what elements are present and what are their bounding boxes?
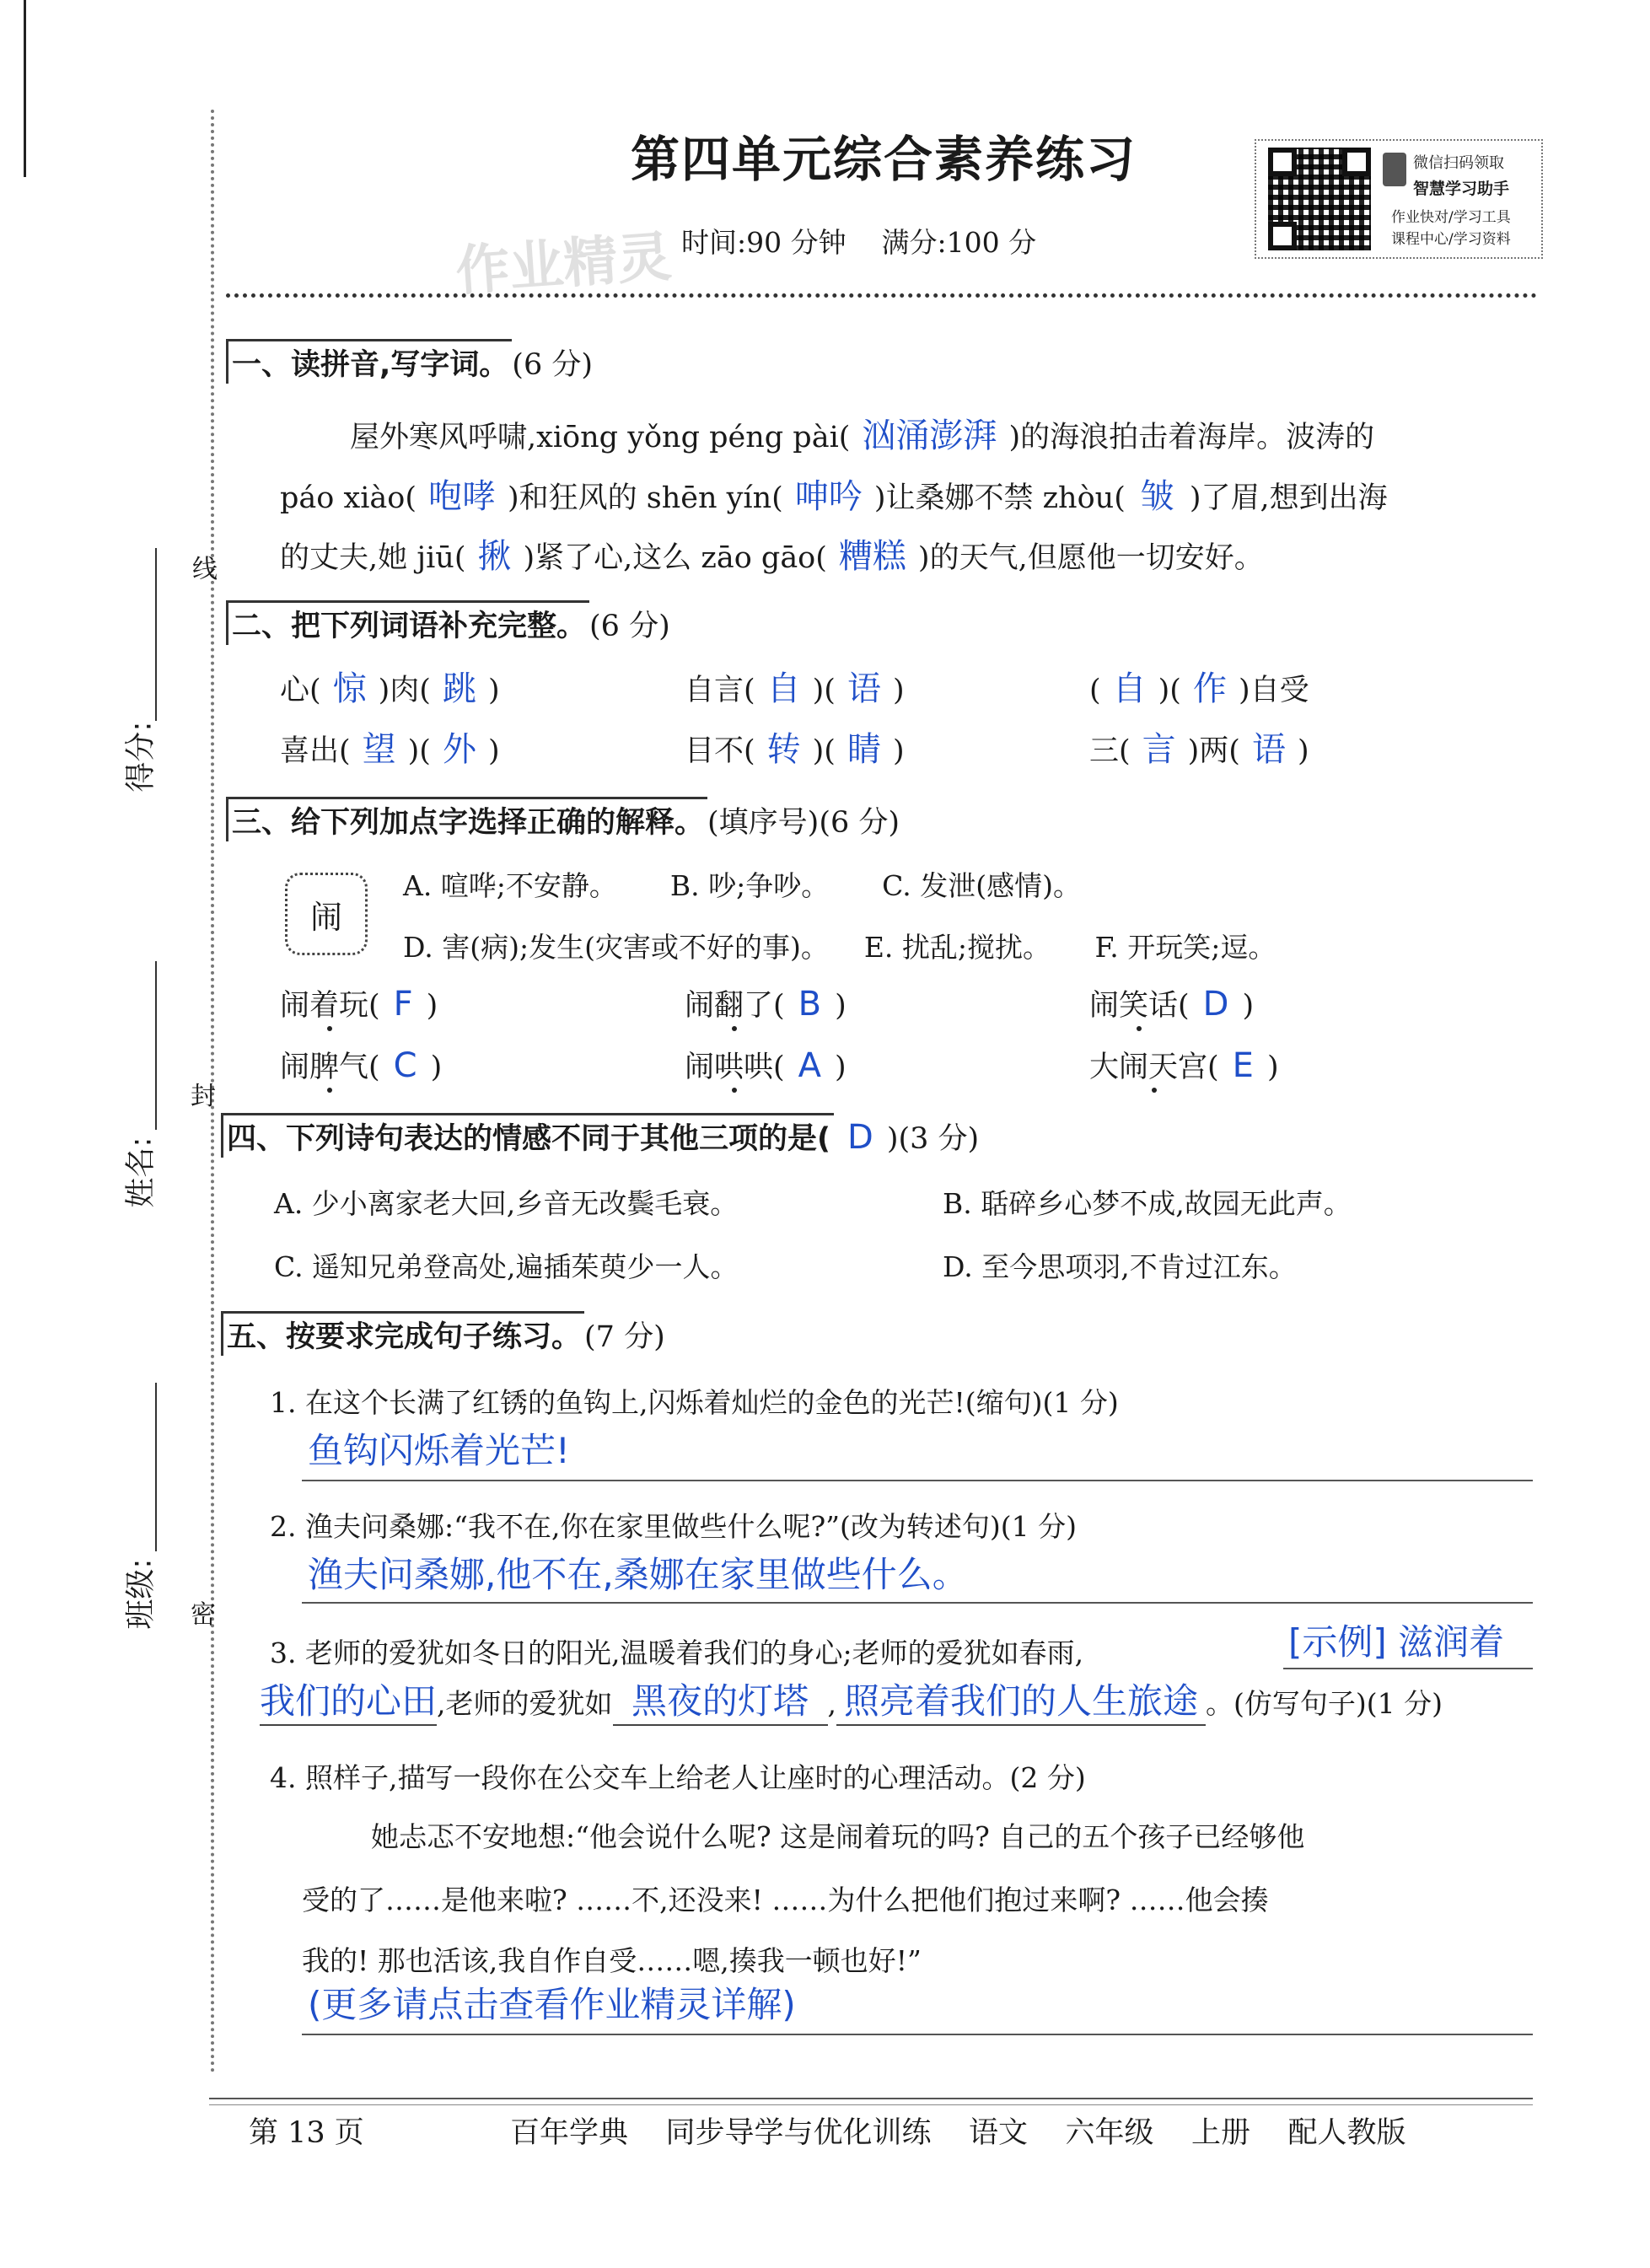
idiom-answer[interactable]: 作: [1192, 669, 1227, 708]
section-1-title: 一、读拼音,写字词。: [226, 339, 512, 384]
section-1-heading: [226, 339, 593, 384]
char-frame: [285, 873, 368, 955]
section-2-title: 二、把下列词语补充完整。: [226, 600, 589, 645]
qr-box[interactable]: [1255, 139, 1543, 259]
target-char: 闹: [309, 898, 342, 936]
name-underline: [155, 961, 157, 1130]
idiom-text: )两(: [1187, 734, 1240, 768]
idiom-answer[interactable]: 转: [766, 730, 801, 769]
s5-answer-4[interactable]: (更多请点击查看作业精灵详解): [308, 1984, 796, 2025]
idiom-answer[interactable]: 言: [1142, 730, 1176, 769]
idiom-text: )(: [812, 674, 836, 707]
idiom-text: ): [1297, 734, 1309, 768]
s5-answer-3d[interactable]: 照亮着我们的人生旅途: [836, 1674, 1206, 1726]
name-field[interactable]: [123, 961, 177, 1214]
section-3-heading: [226, 797, 900, 841]
s5-q3-text: 。(仿写句子)(1 分): [1206, 1687, 1443, 1720]
section-5-heading: [221, 1311, 665, 1356]
answer-zaogao[interactable]: 糟糕: [838, 537, 906, 576]
page-title: 第四单元综合素养练习: [631, 131, 1137, 188]
header-divider: [226, 293, 1537, 298]
binding-solid-line: [24, 0, 26, 177]
s3-item-text: 闹翻了(: [685, 989, 785, 1023]
s1-line-2: [280, 470, 1388, 518]
seal-mark-seal: 封: [191, 1082, 216, 1111]
s3-item-text: 闹哄哄(: [685, 1051, 785, 1084]
s4-option-d: D. 至今思项羽,不肯过江东。: [943, 1250, 1297, 1283]
idiom-text: 目不(: [685, 734, 755, 768]
s5-answer-3c[interactable]: 黑夜的灯塔: [613, 1674, 828, 1726]
s4-option-c: C. 遥知兄弟登高处,遍插茱萸少一人。: [274, 1250, 739, 1283]
idiom-answer[interactable]: 睛: [846, 730, 881, 769]
idiom-4: [280, 723, 500, 771]
idiom-text: ): [487, 674, 500, 707]
idiom-answer[interactable]: 外: [442, 730, 476, 769]
qr-text-3: 作业快对/学习工具: [1391, 209, 1511, 226]
s1-text: 屋外寒风呼啸,xiōng yǒng péng pài(: [350, 421, 851, 454]
s3-answer[interactable]: D: [1202, 985, 1229, 1024]
s1-text: )让桑娜不禁 zhòu(: [873, 481, 1126, 515]
section-2-points: (6 分): [589, 610, 670, 643]
s3-answer[interactable]: B: [798, 985, 822, 1024]
s5-answer-2[interactable]: 渔夫问桑娜,他不在,桑娜在家里做些什么。: [308, 1554, 968, 1595]
s5-question-4: 4. 照样子,描写一段你在公交车上给老人让座时的心理活动。(2 分): [270, 1761, 1086, 1794]
idiom-1: [280, 662, 500, 710]
s1-line-3: [280, 529, 1264, 578]
s3-options-1: A. 喧哗;不安静。 B. 吵;争吵。 C. 发泄(感情)。: [403, 869, 1081, 902]
assistant-logo-icon: [1383, 153, 1406, 186]
s5-q3-text: ,老师的爱犹如: [437, 1687, 613, 1720]
section-3-title: 三、给下列加点字选择正确的解释。: [226, 797, 707, 841]
qr-text-1: 微信扫码领取: [1413, 154, 1504, 172]
s5-question-3: 3. 老师的爱犹如冬日的阳光,温暖着我们的身心;老师的爱犹如春雨,: [270, 1637, 1084, 1669]
idiom-text: )(: [1158, 674, 1181, 707]
s5-answer-3a[interactable]: [示例] 滋润着: [1288, 1621, 1505, 1663]
idiom-answer[interactable]: 自: [766, 669, 801, 708]
section-1-points: (6 分): [512, 348, 594, 382]
s3-answer[interactable]: A: [798, 1046, 822, 1085]
qr-text-2: 智慧学习助手: [1413, 180, 1510, 198]
idiom-text: )肉(: [378, 674, 431, 707]
s3-item-1: 闹着玩( F ): [280, 985, 438, 1024]
answer-line-3a: [1283, 1668, 1533, 1669]
idiom-text: ): [487, 734, 500, 768]
idiom-text: )(: [812, 734, 836, 768]
s1-text: )的海浪拍击着海岸。波涛的: [1008, 421, 1375, 454]
answer-paoxiao[interactable]: 咆哮: [428, 477, 496, 516]
s5-example-3: 我的! 那也活该,我自作自受……嗯,揍我一顿也好!”: [302, 1944, 922, 1977]
s5-question-1: 1. 在这个长满了红锈的鱼钩上,闪烁着灿烂的金色的光芒!(缩句)(1 分): [270, 1386, 1119, 1419]
class-underline: [155, 1383, 157, 1551]
s3-item-2: 闹翻了( B ): [685, 985, 846, 1024]
idiom-5: [685, 723, 905, 771]
section-4-title: 四、下列诗句表达的情感不同于其他三项的是(: [221, 1113, 834, 1158]
idiom-text: )自受: [1238, 674, 1309, 707]
s3-item-5: 闹哄哄( A ): [685, 1046, 846, 1085]
idiom-text: 喜出(: [280, 734, 351, 768]
page-number: 第 13 页: [249, 2116, 364, 2150]
idiom-answer[interactable]: 望: [362, 730, 396, 769]
s3-item-text: 闹笑话(: [1089, 989, 1190, 1023]
s3-item-text: 大闹天宫(: [1089, 1051, 1219, 1084]
watermark: 作业精灵: [454, 226, 674, 304]
s3-options-2: D. 害(病);发生(灾害或不好的事)。 E. 扰乱;搅扰。 F. 开玩笑;逗。: [403, 931, 1276, 964]
class-label: 班级:: [123, 1558, 159, 1630]
idiom-text: 自言(: [685, 674, 755, 707]
class-field[interactable]: [123, 1383, 177, 1636]
answer-jiu[interactable]: 揪: [477, 537, 512, 576]
s3-answer[interactable]: F: [393, 985, 413, 1024]
idiom-answer[interactable]: 跳: [442, 669, 476, 708]
s5-q3-line-2: [260, 1674, 1443, 1726]
s3-item-text: 闹脾气(: [280, 1051, 380, 1084]
section-4-points: )(3 分): [886, 1122, 980, 1156]
idiom-answer[interactable]: 语: [846, 669, 881, 708]
answer-zhou[interactable]: 皱: [1140, 477, 1174, 516]
s1-text: )紧了心,这么 zāo gāo(: [523, 541, 827, 575]
idiom-text: ): [892, 674, 905, 707]
footer-rule-top: [209, 2098, 1533, 2099]
idiom-2: [685, 662, 905, 710]
s5-example-1: 她忐忑不安地想:“他会说什么呢? 这是闹着玩的吗? 自己的五个孩子已经够他: [371, 1820, 1305, 1853]
section-4-answer[interactable]: D: [847, 1118, 873, 1157]
idiom-text: )(: [407, 734, 431, 768]
score-label: 得分:: [123, 721, 159, 793]
idiom-text: ): [892, 734, 905, 768]
time-info: 时间:90 分钟 满分:100 分: [681, 226, 1037, 259]
s5-question-2: 2. 渔夫问桑娜:“我不在,你在家里做些什么呢?”(改为转述句)(1 分): [270, 1510, 1077, 1543]
s1-text: )了眉,想到出海: [1189, 481, 1388, 515]
idiom-6: [1089, 723, 1309, 771]
s5-q3-text: ,: [827, 1687, 836, 1720]
s1-text: 的丈夫,她 jiū(: [280, 541, 466, 575]
s3-item-6: 大闹天宫( E ): [1089, 1046, 1279, 1085]
s3-answer[interactable]: E: [1232, 1046, 1254, 1085]
answer-xiongyongpengpai[interactable]: 汹涌澎湃: [862, 417, 997, 455]
s5-example-2: 受的了……是他来啦? ……不,还没来! ……为什么把他们抱过来啊? ……他会揍: [302, 1884, 1269, 1916]
answer-line-1: [302, 1480, 1533, 1481]
s4-option-b: B. 聒碎乡心梦不成,故园无此声。: [943, 1187, 1352, 1220]
s4-option-a: A. 少小离家老大回,乡音无改鬓毛衰。: [274, 1187, 739, 1220]
idiom-answer[interactable]: 自: [1112, 669, 1147, 708]
qr-code-icon: [1268, 148, 1371, 250]
section-5-title: 五、按要求完成句子练习。: [221, 1311, 584, 1356]
answer-shenyin[interactable]: 呻吟: [794, 477, 863, 516]
section-4-heading: [221, 1113, 979, 1158]
s3-item-3: 闹笑话( D ): [1089, 985, 1255, 1024]
s3-item-text: 闹着玩(: [280, 989, 380, 1023]
s1-text: páo xiào(: [280, 481, 417, 515]
s3-item-4: 闹脾气( C ): [280, 1046, 443, 1085]
s5-answer-3b[interactable]: 我们的心田: [260, 1674, 437, 1726]
score-field[interactable]: [123, 548, 177, 793]
seal-mark-secret: 密: [191, 1600, 216, 1630]
seal-mark-line: 线: [192, 555, 218, 584]
s1-text: )的天气,但愿他一切安好。: [917, 541, 1264, 575]
s3-answer[interactable]: C: [393, 1046, 417, 1085]
name-label: 姓名:: [123, 1137, 159, 1208]
idiom-3: [1089, 662, 1309, 710]
s1-line-1: [350, 409, 1374, 457]
s5-answer-1[interactable]: 鱼钩闪烁着光芒!: [308, 1430, 570, 1471]
idiom-answer[interactable]: 惊: [332, 669, 367, 708]
footer-rule-bottom: [209, 2104, 1533, 2105]
answer-line-4: [302, 2034, 1533, 2035]
idiom-text: (: [1089, 674, 1101, 707]
qr-text-4: 课程中心/学习资料: [1391, 231, 1511, 248]
section-3-points: (填序号)(6 分): [707, 806, 900, 840]
section-5-points: (7 分): [584, 1320, 665, 1354]
idiom-answer[interactable]: 语: [1251, 730, 1286, 769]
s1-text: )和狂风的 shēn yín(: [508, 481, 783, 515]
book-info: 百年学典 同步导学与优化训练 语文 六年级 上册 配人教版: [510, 2116, 1406, 2150]
idiom-text: 心(: [280, 674, 321, 707]
answer-line-2: [302, 1602, 1533, 1604]
idiom-text: 三(: [1089, 734, 1131, 768]
section-2-heading: [226, 600, 670, 645]
score-underline: [155, 548, 157, 721]
